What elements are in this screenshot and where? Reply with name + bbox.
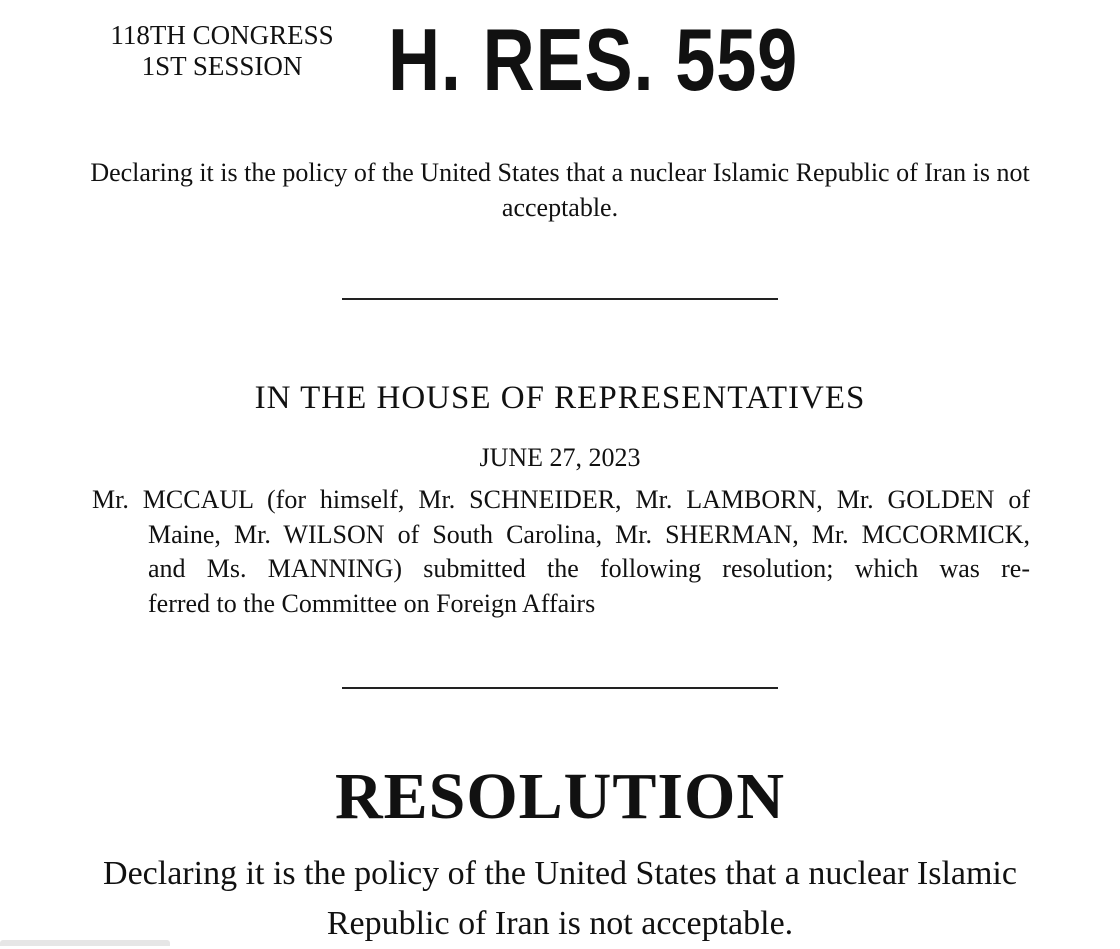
horizontal-scrollbar[interactable] [0, 940, 170, 946]
resolution-heading: RESOLUTION [334, 760, 786, 833]
sponsors-line: Mr. MCCAUL (for himself, Mr. SCHNEIDER, Mr. LAMBORN, Mr. GOLDEN of [92, 485, 1030, 514]
sponsors-line: ferred to the Committee on Foreign Affairs [148, 588, 596, 618]
congress-label: 118TH CONGRESS [110, 20, 334, 50]
sponsors-paragraph [92, 483, 1030, 621]
congress-session-block [90, 20, 354, 82]
session-label: 1ST SESSION [141, 51, 303, 81]
sponsors-line: and Ms. MANNING) submitted the following resolution; which was re- [148, 554, 1030, 583]
chamber-heading: IN THE HOUSE OF REPRESENTATIVES [254, 380, 866, 416]
introduction-date: JUNE 27, 2023 [479, 443, 641, 472]
divider-rule [342, 298, 778, 300]
divider-rule [342, 687, 778, 689]
sponsors-line: Maine, Mr. WILSON of South Carolina, Mr. SHERMAN, Mr. MCCORMICK, [148, 519, 1030, 549]
bill-number: H. RES. 559 [388, 10, 799, 109]
bill-summary: Declaring it is the policy of the United States that a nuclear Islamic Republic of Iran is not acceptable. [90, 158, 1030, 222]
resolution-title: Declaring it is the policy of the United States that a nuclear Islamic Republic of Iran is not acceptable. [103, 855, 1017, 942]
